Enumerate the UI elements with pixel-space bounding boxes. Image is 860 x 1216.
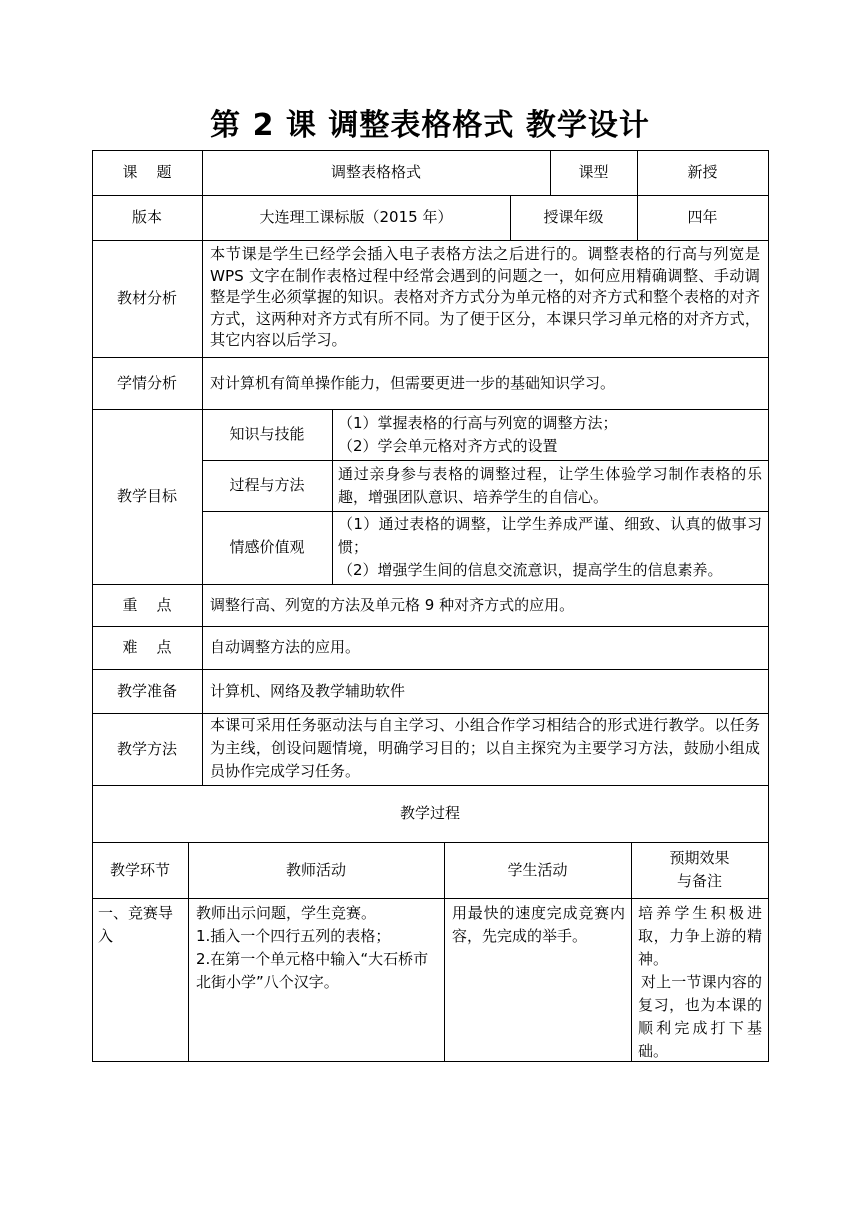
material-label: 教材分析 [116,289,177,307]
column-effect [631,842,768,898]
difficult-point-text: 自动调整方法的应用。 [210,638,361,656]
grid-line [202,460,769,461]
process-heading: 教学过程 [399,804,460,822]
column-stage: 教学环节 [109,860,170,879]
goal-emotion-text [332,511,768,584]
grid-line [92,842,769,843]
goal-knowledge-label: 知识与技能 [229,425,305,443]
grid-line [202,150,203,785]
grid-line [92,669,769,670]
grade-label: 授课年级 [543,208,604,226]
student-label: 学情分析 [116,373,177,392]
grid-line [92,240,769,241]
grid-line [510,195,511,240]
prep-text: 计算机、网络及教学辅助软件 [210,681,406,700]
goals-label: 教学目标 [116,487,177,505]
stage-1-effect-line: 对上一节课内容的复习，也为本课的顺利完成打下基础。 [638,973,762,1060]
grid-line [444,842,445,1062]
topic-value: 调整表格格式 [330,163,421,181]
stage-1-step: 一、竞赛导入 [98,904,174,945]
grid-line [92,785,769,786]
edition-label: 版本 [131,208,162,226]
grid-line [550,150,551,195]
prep-label: 教学准备 [116,681,177,700]
grid-line [92,195,769,196]
method-text: 本课可采用任务驱动法与自主学习、小组合作学习相结合的形式进行教学。以任务为主线，创设问题情境，明确学习目的；以自主探究为主要学习方法，鼓励小组成员协作完成学习任务。 [210,716,760,780]
grid-line [92,357,769,358]
goal-emotion-label: 情感价值观 [229,538,305,556]
grid-line [92,150,769,151]
lesson-type-label: 课型 [578,163,609,181]
column-effect-line: 预期效果 [669,849,730,867]
grid-line [92,898,769,899]
stage-1-teacher-line: 2.在第一个单元格中输入“大石桥市北街小学”八个汉字。 [196,950,429,991]
grid-line [92,626,769,627]
stage-1-student: 用最快的速度完成竞赛内容，先完成的举手。 [452,904,625,945]
page-title: 第 2 课 调整表格格式 教学设计 [210,108,650,143]
grid-line [92,713,769,714]
grid-line [92,409,769,410]
goal-process-line: 通过亲身参与表格的调整过程，让学生体验学习制作表格的乐趣，增强团队意识、培养学生的自信心。 [338,465,762,506]
goal-knowledge-line: （2）学会单元格对齐方式的设置 [338,437,558,455]
grid-line [92,1061,769,1062]
goal-emotion-line: （1）通过表格的调整，让学生养成严谨、细致、认真的做事习惯； [338,515,762,556]
stage-1-teacher [188,898,444,1061]
goal-knowledge-line: （1）掌握表格的行高与列宽的调整方法； [338,414,618,432]
grid-line [332,409,333,584]
stage-1-teacher-line: 1.插入一个四行五列的表格； [196,927,391,945]
grid-line [92,584,769,585]
key-point-text: 调整行高、列宽的方法及单元格 9 种对齐方式的应用。 [210,595,575,614]
grid-line [631,842,632,1062]
grade-value: 四年 [687,208,718,226]
topic-label: 课 题 [122,163,172,181]
goal-process-text [332,460,768,511]
material-text: 本节课是学生已经学会插入电子表格方法之后进行的。调整表格的行高与列宽是 WPS 文字在制作表格过程中经常会遇到的问题之一，如何应用精确调整、手动调整是学生必须掌握的知识。表格对齐方式分为单元格的对齐方式和整个表格的对齐方式，这两种对齐方式有所不同。为了便于区分，本课只学习单元格的对齐方式，其它内容以后学习。 [210,245,760,349]
stage-1-teacher-line: 教师出示问题，学生竞赛。 [196,904,377,922]
grid-line [637,150,638,240]
grid-line [202,511,769,512]
method-label: 教学方法 [116,739,177,758]
grid-line [188,842,189,1062]
goal-emotion-line: （2）增强学生间的信息交流意识，提高学生的信息素养。 [338,561,723,579]
grid-line [768,150,769,1062]
stage-1-effect-line: 培养学生积极进取，力争上游的精神。 [638,904,762,968]
edition-value: 大连理工课标版（2015 年） [259,208,453,226]
difficult-point-label: 难 点 [122,638,172,656]
lesson-type-value: 新授 [687,163,718,181]
column-teacher: 教师活动 [285,860,346,879]
stage-1-effect [631,898,768,1061]
goal-process-label: 过程与方法 [229,476,305,494]
column-effect-line: 与备注 [676,872,722,890]
grid-line [92,150,93,1062]
goal-knowledge-text [332,409,768,460]
student-text: 对计算机有简单操作能力，但需要更进一步的基础知识学习。 [210,373,616,392]
key-point-label: 重 点 [122,595,172,614]
column-student: 学生活动 [507,860,568,879]
